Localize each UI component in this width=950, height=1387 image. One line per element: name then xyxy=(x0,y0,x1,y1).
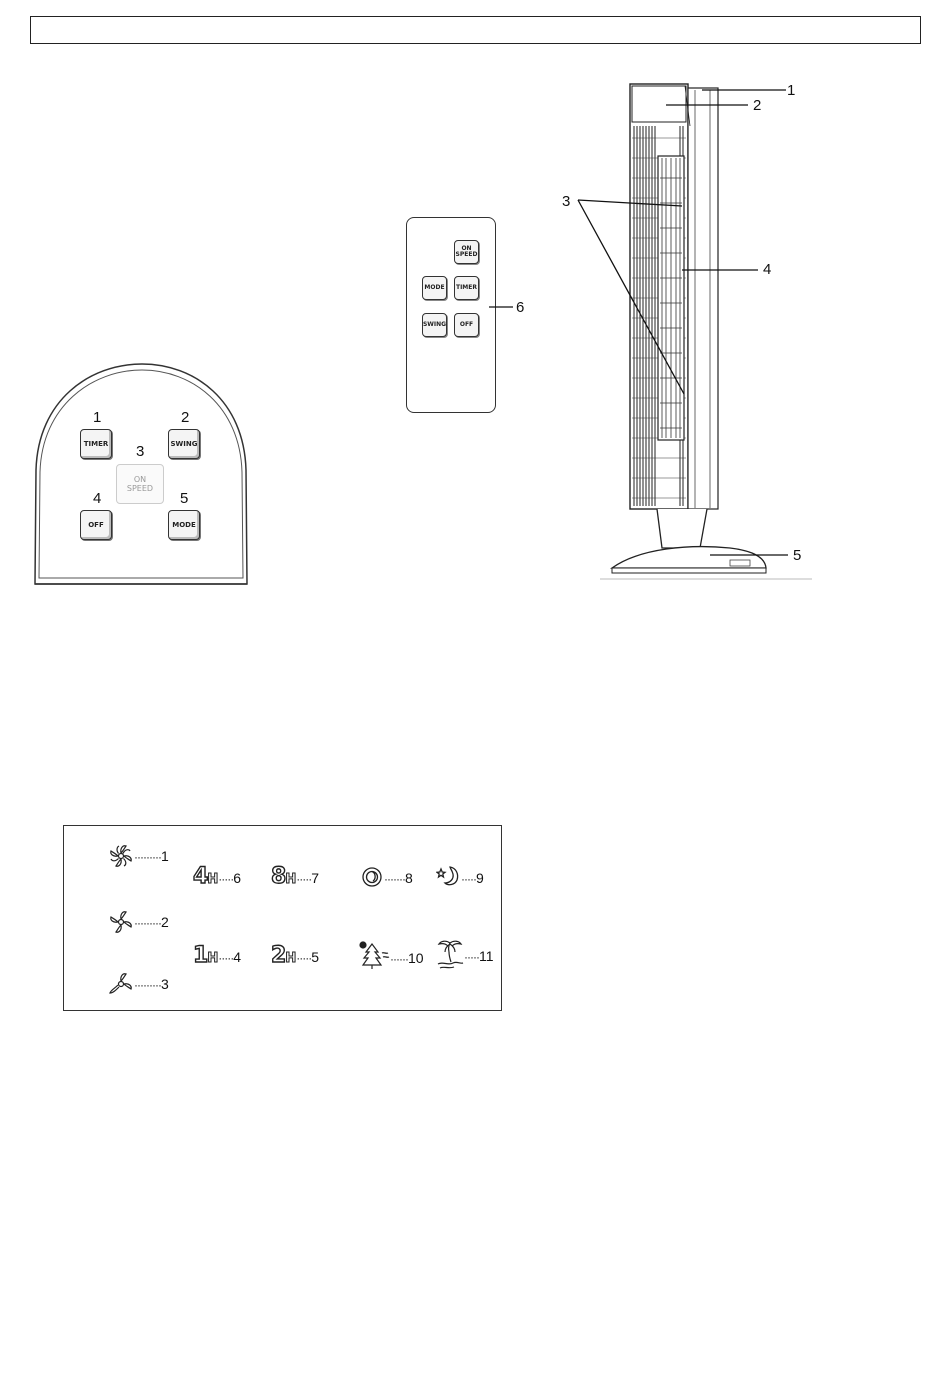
panel-swing-button[interactable] xyxy=(168,429,200,459)
panel-timer-label: TIMER xyxy=(83,440,109,448)
timer-1-glyph: 1 xyxy=(193,943,208,968)
fan-mid-callout: ·········2 xyxy=(134,914,169,930)
panel-number-2: 2 xyxy=(181,409,190,426)
timer-2h-number: 5 xyxy=(311,949,319,965)
fan-low-icon xyxy=(108,971,134,997)
fan-low-number: 3 xyxy=(160,976,169,992)
natural-wind-callout: ······10 xyxy=(390,950,424,966)
fan-mid-icon xyxy=(108,909,134,935)
normal-mode-callout: ·······8 xyxy=(384,870,413,886)
panel-speed-label: SPEED xyxy=(126,484,154,493)
panel-number-4: 4 xyxy=(93,490,102,507)
tower-fan-drawing xyxy=(550,78,840,588)
panel-on-speed-button[interactable] xyxy=(116,464,164,504)
timer-8h-indicator: 8H·····7 xyxy=(271,864,319,889)
fan-low-callout: ·········3 xyxy=(134,976,169,992)
remote-speed-label: SPEED xyxy=(455,251,478,258)
panel-on-label: ON xyxy=(133,475,147,484)
timer-4-glyph: 4 xyxy=(193,864,208,889)
timer-4-h-glyph: H xyxy=(207,872,219,887)
fan-high-number: 1 xyxy=(160,848,169,864)
remote-callout-6: 6 xyxy=(516,299,525,316)
panel-mode-button[interactable] xyxy=(168,510,200,540)
remote-timer-label: TIMER xyxy=(455,283,477,291)
timer-8-h-glyph: H xyxy=(285,872,297,887)
timer-2h-indicator: 2H·····5 xyxy=(271,943,319,968)
breeze-mode-number: 11 xyxy=(478,948,494,964)
panel-number-3: 3 xyxy=(136,443,145,460)
remote-mode-label: MODE xyxy=(424,283,445,291)
natural-wind-icon xyxy=(358,940,392,970)
panel-on-speed-labels xyxy=(127,475,153,493)
timer-8h-number: 7 xyxy=(311,870,319,886)
normal-mode-icon xyxy=(360,865,384,889)
breeze-mode-icon xyxy=(435,938,465,970)
timer-1h-indicator: 1H·····4 xyxy=(193,943,241,968)
panel-off-button[interactable] xyxy=(80,510,112,540)
panel-number-5: 5 xyxy=(180,490,189,507)
timer-8-glyph: 8 xyxy=(271,864,286,889)
fan-high-callout: ·········1 xyxy=(134,848,169,864)
remote-control-diagram xyxy=(405,216,540,416)
tower-callout-5: 5 xyxy=(793,547,802,564)
tower-callout-4: 4 xyxy=(763,261,772,278)
sleep-mode-number: 9 xyxy=(475,870,484,886)
remote-callout-line xyxy=(405,216,540,416)
natural-wind-number: 10 xyxy=(407,950,424,966)
fan-high-icon xyxy=(108,843,134,869)
fan-mid-number: 2 xyxy=(160,914,169,930)
remote-off-label: OFF xyxy=(459,320,474,328)
tower-callout-2: 2 xyxy=(753,97,762,114)
panel-mode-label: MODE xyxy=(172,521,196,529)
header-bar xyxy=(30,16,921,44)
timer-1-h-glyph: H xyxy=(207,951,219,966)
timer-4h-number: 6 xyxy=(233,870,241,886)
normal-mode-number: 8 xyxy=(404,870,413,886)
timer-1h-number: 4 xyxy=(233,949,241,965)
sleep-mode-icon xyxy=(436,864,462,888)
panel-swing-label: SWING xyxy=(170,440,198,448)
remote-on-label: ON xyxy=(461,244,472,252)
remote-swing-label: SWING xyxy=(422,320,447,328)
timer-4h-indicator: 4H·····6 xyxy=(193,864,241,889)
sleep-mode-callout: ·····9 xyxy=(461,870,484,886)
tower-fan-diagram xyxy=(550,78,840,588)
control-panel-diagram xyxy=(30,360,255,590)
breeze-mode-callout: ·····11 xyxy=(464,948,494,964)
timer-2-h-glyph: H xyxy=(285,951,297,966)
tower-callout-3: 3 xyxy=(562,193,571,210)
panel-timer-button[interactable] xyxy=(80,429,112,459)
panel-number-1: 1 xyxy=(93,409,102,426)
timer-2-glyph: 2 xyxy=(271,943,286,968)
tower-callout-1: 1 xyxy=(787,82,796,99)
panel-off-label: OFF xyxy=(88,521,104,529)
